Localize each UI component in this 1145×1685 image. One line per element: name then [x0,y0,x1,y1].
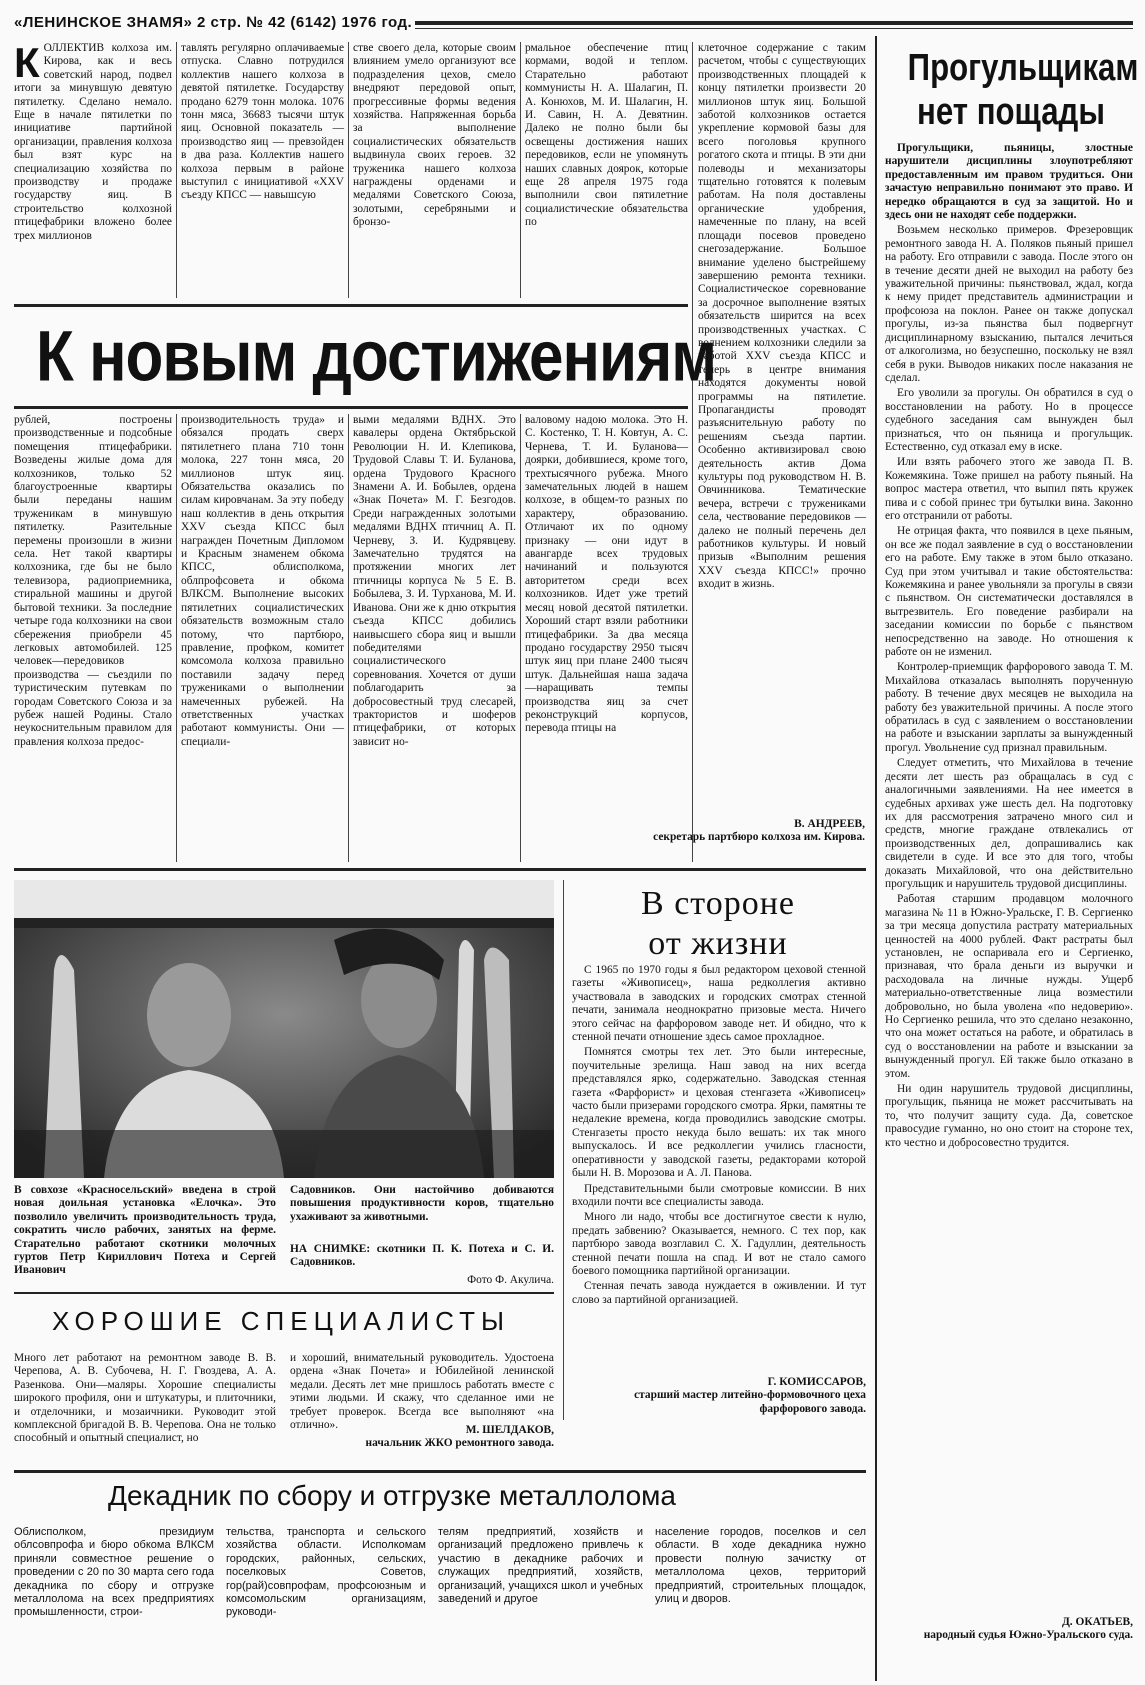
truants-paragraph: Не отрицая факта, что появился в цехе пьяным, он все же подал заявление в суд о восстановлении его на работе. Ему также в этом было отказано. Суд при этом учитывал и такие обстоятельства: Кожемякина и ранее увольняли за прогулы в связи с пьянством. Он систематически доставлялся в вытрезвитель. Его поведение разбирали на заседании комиссии по борьбе с пьянством непосредственно на заводе. Но отношения к работе он не изменил. [885,525,1133,659]
truants-paragraph: Прогульщики, пьяницы, злостные нарушители дисциплины злоупотребляют предоставленным им правом трудиться. Они зачастую неправильно понимают это право. И нередко обращаются в суд за защитой. Но и здесь они не находят себе поддержки. [885,142,1133,222]
aside-paragraph: Стенная печать завода нуждается в оживлении. И тут слово за партийной организацией. [572,1280,866,1306]
masthead-rule [415,21,1133,25]
main-article-signature-name: В. АНДРЕЕВ, [794,818,865,830]
truants-paragraph: Ни один нарушитель трудовой дисциплины, прогульщик, пьяница не может рассчитывать на то, что получит защиту суда. Да, советское правосудие гуманно, но оно стоит на стороне тех, кто честно и добросовестно трудится. [885,1083,1133,1149]
column-rule [563,880,564,1420]
aside-signature-role: старший мастер литейно-формовочного цеха фарфорового завода. [634,1389,866,1415]
aside-headline-line2: от жизни [648,925,788,962]
main-article-top-col4: рмальное обеспечение птиц кормами, водой и теплом. Старательно работают коммунисты Н. А. Шалагин, П. А. Конюхов, М. И. Шалагин, Н. И. Савин, Н. А. Девятнин. Далеко не полно были бы освещены достижения наших передовиков, если не упомянуть наших славных доярок, которые еще 28 апреля 1975 года выполнили свои пятилетние социалистические обязательства по [525,42,688,229]
truants-signature [885,1616,1133,1643]
photo-caption-right: Садовников. Они настойчиво добиваются повышения продуктивности коров, тщательно ухаживают за животными. [290,1184,554,1223]
main-article-top-col2: тавлять регулярно оплачиваемые отпуска. Славно потрудился коллектив нашего колхоза в девятой пятилетке. Государству продано 6279 тонн молока. 1076 тонн мяса, 36683 тысячи штук яиц. Основной показатель — производство яиц — превзойден в два раза. Коллектив нашего колхоза первым в районе выступил с инициативой «XXV съезду КПСС — навышсую [181,42,344,202]
photo-image [14,880,554,1178]
specialists-signature-name: М. ШЕЛДАКОВ, [465,1424,554,1436]
metal-headline: Декадник по сбору и отгрузке металлолома [108,1480,676,1511]
column-rule [348,414,349,862]
section-rule [14,868,866,871]
metal-col4: население городов, поселков и сел области. В ходе декадника нужно провести полную зачистку от металлолома цехов, территорий предприятий, строительных площадок, улиц и дворов. [655,1526,866,1606]
section-rule [14,1292,554,1294]
aside-headline-line1: В стороне [641,885,795,922]
truants-signature-role: народный судья Южно-Уральского суда. [923,1629,1133,1642]
specialists-headline: ХОРОШИЕ СПЕЦИАЛИСТЫ [52,1306,510,1336]
aside-signature-name: Г. КОМИССАРОВ, [767,1376,866,1388]
column-rule [520,414,521,862]
column-rule [176,42,177,298]
metal-col3: телям предприятий, хозяйств и организаций предложено привлечь к участию в декаднике рабочих и служащих предприятий, хозяйств, организаций, учащихся школ и учебных заведений и другое [438,1526,643,1606]
section-rule [14,1470,866,1473]
photo-caption-left: В совхозе «Красносельский» введена в строй новая доильная установка «Елочка». Это позволило увеличить производительность труда, сократить число рабочих, занятых на ферме. Старательно работают скотники молочных гуртов Петр Кириллович Потеха и Сергей Иванович [14,1184,276,1277]
main-article-dropcap: К [14,39,40,86]
column-rule [348,42,349,298]
truants-headline-line2: нет пощады [917,91,1105,133]
column-rule [520,42,521,298]
main-article-bottom-col4: валовому надою молока. Это Н. С. Костенко, Т. Н. Ковтун, А. С. Чернева, Т. И. Буланова—доярки, добившиеся, кроме того, трехтысячного рубежа. Много замечательных людей в нашем колхозе, в общем-то разных по характеру, образованию. Отличают их по одному признаку — они идут в авангарде всех трудовых начинаний и пользуются авторитетом среди всех колхозников. Идет уже третий месяц новой десятой пятилетки. Хороший старт взяли работники птицефабрики. За два месяца продано государству 2950 тысяч штук яиц при плане 2400 тысяч штук. Дальнейшая наша задача—наращивать темпы производства яиц за счет реконструкций корпусов, перевода птицы на [525,414,688,735]
truants-body [885,142,1133,1612]
aside-paragraph: Представительными были смотровые комиссии. В них входили почти все специалисты завода. [572,1182,866,1208]
aside-paragraph: Помнятся смотры тех лет. Это были интересные, поучительные зрелища. Наш завод на них всегда представлялся ярко, содержательно. Заводская стенная газета «Фарфорист» и цеховая стенгазета «Живописец» часто были призерами городского смотра. Ярки, памятны те недалекие времена, когда проводились заводские смотры. Стенгазеты просто некуда было вешать: их так много выпускалось. И все редколлегии учились гласности, оперативности у заводской газеты, редакторами которой были Н. В. Морозова и А. Л. Панова. [572,1046,866,1180]
headline-rule-bottom [14,406,688,409]
metal-col1: Облисполком, президиум облсовпрофа и бюро обкома ВЛКСМ приняли совместное решение о проведении с 20 по 30 марта сего года декадника по сбору и отгрузке металлолома на всех предприятиях промышленности, строи- [14,1526,214,1619]
aside-headline [570,884,866,964]
truants-paragraph: Или взять рабочего этого же завода П. В. Кожемякина. Тоже пришел на работу пьяный. На вопрос мастера ответил, что выпил пять кружек пива и с собой принес три бутылки вина. Законно его отстранили от работы. [885,456,1133,522]
aside-body [572,964,866,1372]
headline-rule-top [14,304,688,307]
photo-milkers [14,880,554,1178]
main-article-top-col3: ствe своего дела, которые своим влиянием умело организуют все подразделения цехов, смело внедряют передовой опыт, прогрессивные формы ведения хозяйства. Напряженная борьба за выполнение социалистических обязательств выдвинула своих героев. 32 труженика нашего колхоза награждены орденами и медалями Советского Союза, золотыми, серебряными и бронзо- [353,42,516,229]
column-rule [692,42,693,862]
truants-signature-name: Д. ОКАТЬЕВ, [1061,1616,1133,1628]
specialists-signature-role: начальник ЖКО ремонтного завода. [365,1437,554,1450]
specialists-col2: и хороший, внимательный руководитель. Удостоена ордена «Знак Почета» и Юбилейной ленинской медали. Десять лет мне пришлось работать вместе с этими людьми. И скажу, что сделанное ими не требует проверок. Всегда все выполняют «на отлично». [290,1352,554,1432]
main-article-bottom-col2: производительность труда» и обязался продать сверх пятилетнего плана 710 тонн молока, 227 тонн мяса, 20 миллионов штук яиц. Обязательства оказались по силам кировчанам. За эту победу наш коллектив в день открытия XXV съезда КПСС был награжден Почетным Дипломом и Красным знаменем обкома КПСС, облисполкома, облпрофсовета и обкома ВЛКСМ. Выполнение высоких пятилетних социалистических обязательств возможным стало потому, что партбюро, правление, профком, комитет комсомола колхоза правильно поставили задачу перед тружениками о выполнении намеченных рубежей. На ответственных участках работают коммунисты. Они — специали- [181,414,344,748]
right-column-rule [875,36,877,1681]
truants-paragraph: Его уволили за прогулы. Он обратился в суд о восстановлении на работу. Но в процессе судебного заседания сам вынужден был признаться, что он пьяница и прогульщик. Естественно, суд отказал ему в иске. [885,387,1133,453]
metal-col2: тельства, транспорта и сельского хозяйства области. Исполкомам городских, районных, сельских, поселковых Советов, гор(рай)совпрофам, профсоюзным и комсомольским организациям, руководи- [226,1526,426,1619]
aside-paragraph: С 1965 по 1970 годы я был редактором цеховой стенной газеты «Живописец», наша редколлегия активно участвовала в заводских и городских смотрах стенной печати, занимала неоднократно призовые места. Ничего этого сейчас на фарфоровом заводе нет. И обидно, что к стенной печати отношение здесь самое прохладное. [572,964,866,1044]
aside-paragraph: Много ли надо, чтобы все достигнутое свести к нулю, предать забвению? Оказывается, немного. С тех пор, как партбюро завода возглавил С. Х. Гадуллин, деятельность стенной печати пошла на спад. И вот не стало самого боевого помощника партийной организации. [572,1211,866,1277]
masthead: «ЛЕНИНСКОЕ ЗНАМЯ» 2 стр. № 42 (6142) 1976 год. [14,14,413,31]
main-article-top-col1: КОЛЛЕКТИВ колхоза им. Кирова, как и весь советский народ, подвел итоги за минувшую девятую пятилетку. Сделано немало. Еще в начале пятилетки по инициативе партийной организации, правления колхоза был взят курс на специализацию хозяйства по производству и продаже государству яиц. В строительство колхозной птицефабрики вложено более трех миллионов [14,39,172,242]
truants-headline-line1: Прогульщикам [907,47,1139,89]
main-article-signature-role: секретарь партбюро колхоза им. Кирова. [653,831,865,844]
truants-headline [907,46,1139,134]
column-rule [176,414,177,862]
specialists-col1: Много лет работают на ремонтном заводе В. В. Черепова, А. В. Субочева, Н. Г. Гвоздева, А. А. Разенкова. Они—маляры. Хорошие специалисты широкого профиля, они и штукатуры, и плиточники, и отделочники, и мозаичники. Руководит этой комплексной бригадой В. В. Черепова. Она не только способный и опытный специалист, но [14,1352,276,1445]
main-article-bottom-col1: рублей, построены производственные и подсобные помещения птицефабрики. Возведены жилые дома для колхозников, только 52 благоустроенные квартиры были переданы нашим труженикам в минувшую пятилетку. Разительные перемены произошли в жизни села. Нет такой квартиры колхозника, где бы не было телевизора, радиоприемника, стиральной машины и другой бытовой техники. За последние четыре года колхозники на свои сбережения приобрели 45 легковых автомобилей. 125 человек—передовиков производства — съездили по туристическим путевкам по городам Советского Союза и за рубеж нашей Родины. Стало неукоснительным правилом для правления колхоза предос- [14,414,172,748]
masthead-rule-thin [415,28,1133,29]
truants-paragraph: Работая старшим продавцом молочного магазина № 11 в Южно-Уральске, Г. В. Сергиенко за три месяца допустила растрату материальных ценностей на 4000 рублей. Факт растраты был установлен, не оспаривала его и Сергиенко, признавая, что брала деньги из выручки и расходовала на личные нужды. Ущерб материально-ответственные лица возместили добровольно, но была уволена «по недоверию». Но Сергиенко решила, что это сделано незаконно, что она может остаться на работе, и обратилась в суд о восстановлении на работе и взыскании за вынужденный прогул. Ей также было отказано в этом. [885,893,1133,1080]
truants-paragraph: Возьмем несколько примеров. Фрезеровщик ремонтного завода Н. А. Поляков пьяный пришел на работу. Его отправили с завода. После этого он в течение десяти дней не выходил на работу без уважительной причины: пьянствовал, ждал, когда к нему придет представитель администрации и профсоюза на поклон. Ранее он также допускал прогулы, из-за пьянства был подвергнут дисциплинарному взысканию, пытался лечиться от алкоголизма, но безуспешно, поскольку не взял себя в руки. Выводов никаких после наказания не сделал. [885,224,1133,384]
truants-paragraph: Контролер-приемщик фарфорового завода Т. М. Михайлова отказалась выполнять порученную работу. В течение двух месяцев не выходила на работу без уважительной причины. А после этого обратилась в суд с заявлением о восстановлении на работе и взыскании зарплаты за вынужденный прогул. Увольнение суд признал правильным. [885,661,1133,754]
photo-on-photo: НА СНИМКЕ: скотники П. К. Потеха и С. И. Садовников. [290,1243,554,1269]
aside-signature [572,1376,866,1416]
main-headline: К новым достижениям [36,317,717,397]
main-article-bottom-col3: выми медалями ВДНХ. Это кавалеры ордена Октябрьской Революции Н. И. Клепикова, Трудовой Славы Т. И. Буланова, ордена Трудового Красного Знамени А. И. Бобылев, ордена «Знак Почета» М. Г. Безгодов. Среди награжденных золотыми медалями ВДНХ птичниц А. П. Черневу, З. И. Кудрявцеву. Замечательно трудятся на протяжении многих лет птичницы корпуса № 5 Е. В. Бобылева, З. И. Турханова, М. И. Иванова. Они же к дню открытия съезда КПСС добились наивысшего сбора яиц и вышли победителями социалистического соревнования. Хочется от души поблагодарить за добросовестный труд слесарей, трактористов и шоферов птицефабрики, от которых зависит но- [353,414,516,748]
truants-paragraph: Следует отметить, что Михайлова в течение десяти лет шесть раз обращалась в суд с аналогичными заявлениями. На нее имеется в судебных архивах уже шесть дел. На подготовку их для рассмотрения затрачено много сил и средств, многие граждане отвлекались от производственных дел, допрашивались как свидетели в суде. И все это для того, чтобы доказать Михайловой, что она действительно прогульщик и нарушитель трудовой дисциплины. [885,757,1133,890]
photo-credit: Фото Ф. Акулича. [467,1274,554,1286]
specialists-signature [290,1424,554,1451]
main-article-right-col: клеточное содержание с таким расчетом, чтобы с существующих производственных площадей к концу пятилетки произвести 20 миллионов штук яиц. Большой заботой колхозников остается укрепление кормовой базы для всего поголовья крупного рогатого скота и птицы. В эти дни полеводы и механизаторы тщательно готовятся к полевым работам. На поля доставлены органические удобрения, намеченные по плану, на всей площади посевов проведено снегозадержание. Большое внимание уделено быстрейшему завершению ремонта техники. Социалистическое соревнование за досрочное выполнение взятых обязательств ширится на всех производственных участках. С волнением колхозники следили за работой XXV съезда КПСС и теперь в центре внимания находятся документы новой программы на пятилетие. Пропагандисты проводят разъяснительную работу по решениям съезда партии. Особенно активизировал свою деятельность актив Дома культуры под руководством Н. В. Овчинникова. Тематические вечера, встречи с тружениками села, чествование передовиков — далеко не полный перечень дел работников культуры. И новый призыв «Выполним решения XXV съезда КПСС!» прочно входит в жизнь. [698,42,866,591]
main-article-signature [525,818,865,845]
